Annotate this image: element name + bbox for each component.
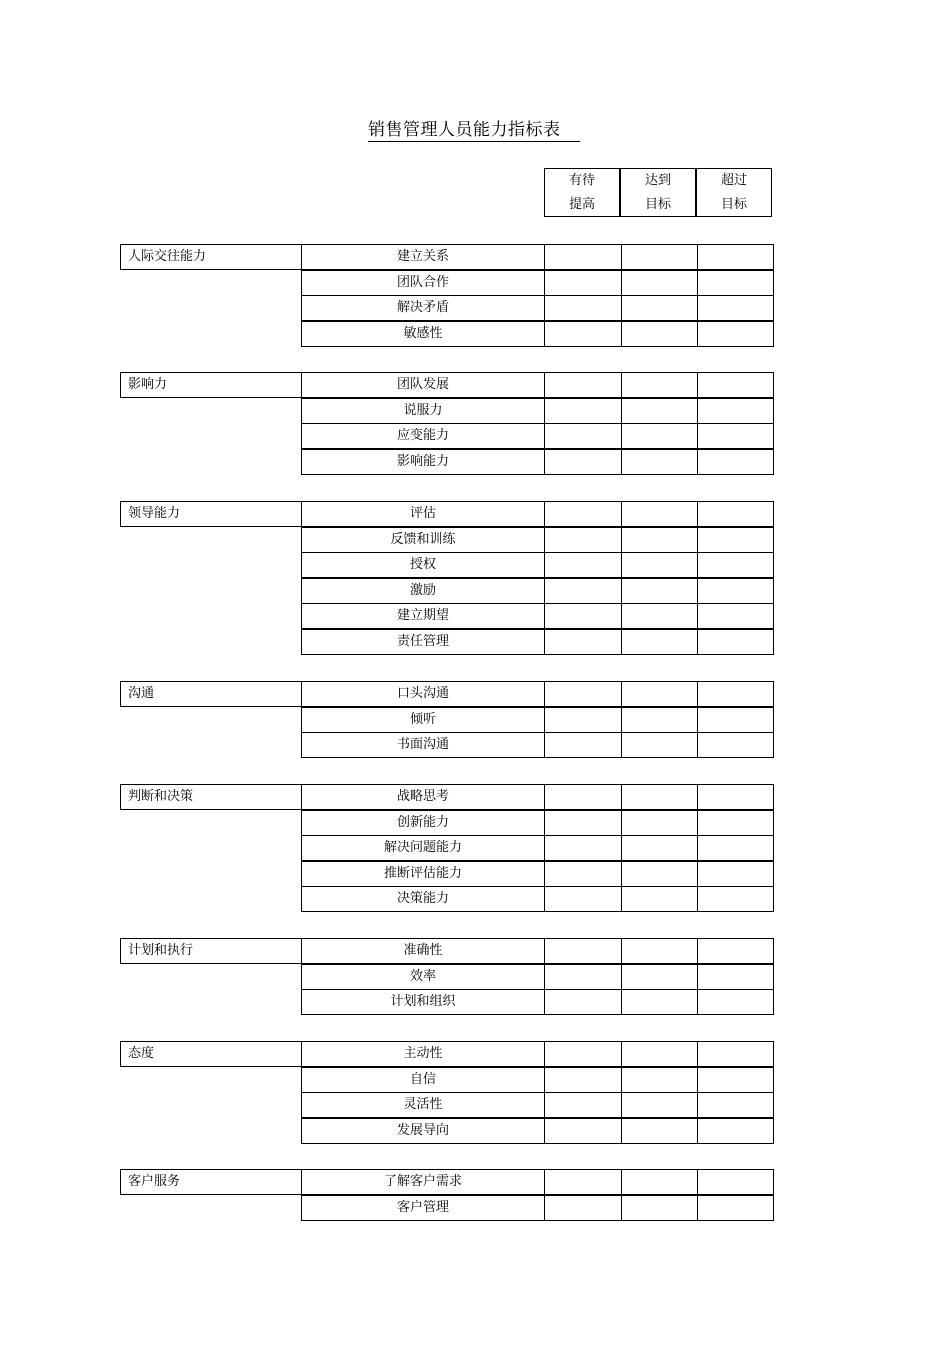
rating-cell-needs-improvement[interactable] — [544, 423, 622, 449]
competency-item: 书面沟通 — [301, 732, 545, 758]
category-label: 影响力 — [120, 372, 301, 398]
competency-item: 效率 — [301, 964, 545, 990]
rating-cell-meets-target[interactable] — [621, 938, 698, 964]
category-label: 领导能力 — [120, 501, 301, 527]
table-row — [301, 1067, 774, 1093]
rating-cell-exceeds-target[interactable] — [697, 629, 774, 655]
table-row — [301, 629, 774, 655]
table-row — [301, 603, 774, 629]
rating-cell-meets-target[interactable] — [621, 886, 698, 912]
table-row — [301, 1118, 774, 1144]
table-row — [301, 681, 774, 707]
competency-item: 解决矛盾 — [301, 295, 545, 321]
rating-cell-exceeds-target[interactable] — [697, 938, 774, 964]
rating-cell-exceeds-target[interactable] — [697, 270, 774, 296]
table-row — [301, 552, 774, 578]
rating-cell-meets-target[interactable] — [621, 1169, 698, 1195]
competency-item: 决策能力 — [301, 886, 545, 912]
rating-cell-meets-target[interactable] — [621, 681, 698, 707]
rating-cell-meets-target[interactable] — [621, 552, 698, 578]
competency-item: 说服力 — [301, 398, 545, 424]
rating-cell-exceeds-target[interactable] — [697, 552, 774, 578]
table-row — [301, 989, 774, 1015]
table-row — [301, 1195, 774, 1221]
table-row — [301, 398, 774, 424]
table-row — [301, 423, 774, 449]
table-row — [301, 1041, 774, 1067]
rating-cell-exceeds-target[interactable] — [697, 398, 774, 424]
rating-cell-exceeds-target[interactable] — [697, 578, 774, 604]
rating-cell-needs-improvement[interactable] — [544, 295, 622, 321]
rating-cell-exceeds-target[interactable] — [697, 295, 774, 321]
rating-cell-meets-target[interactable] — [621, 810, 698, 836]
rating-cell-needs-improvement[interactable] — [544, 964, 622, 990]
competency-item: 建立期望 — [301, 603, 545, 629]
rating-cell-needs-improvement[interactable] — [544, 1041, 622, 1067]
rating-cell-meets-target[interactable] — [621, 449, 698, 475]
table-row — [301, 938, 774, 964]
competency-item: 自信 — [301, 1067, 545, 1093]
rating-cell-exceeds-target[interactable] — [697, 372, 774, 398]
rating-cell-meets-target[interactable] — [621, 295, 698, 321]
category-label: 沟通 — [120, 681, 301, 707]
competency-item: 建立关系 — [301, 244, 545, 270]
rating-cell-meets-target[interactable] — [621, 1118, 698, 1144]
rating-cell-exceeds-target[interactable] — [697, 835, 774, 861]
rating-cell-meets-target[interactable] — [621, 1092, 698, 1118]
rating-cell-exceeds-target[interactable] — [697, 989, 774, 1015]
competency-item: 团队发展 — [301, 372, 545, 398]
rating-cell-needs-improvement[interactable] — [544, 1195, 622, 1221]
table-row — [301, 964, 774, 990]
competency-item: 影响能力 — [301, 449, 545, 475]
rating-cell-meets-target[interactable] — [621, 423, 698, 449]
rating-cell-meets-target[interactable] — [621, 964, 698, 990]
category-label: 人际交往能力 — [120, 244, 301, 270]
rating-cell-exceeds-target[interactable] — [697, 423, 774, 449]
rating-cell-needs-improvement[interactable] — [544, 449, 622, 475]
rating-cell-exceeds-target[interactable] — [697, 886, 774, 912]
rating-cell-needs-improvement[interactable] — [544, 681, 622, 707]
rating-cell-meets-target[interactable] — [621, 707, 698, 733]
rating-cell-needs-improvement[interactable] — [544, 398, 622, 424]
rating-cell-needs-improvement[interactable] — [544, 810, 622, 836]
rating-cell-needs-improvement[interactable] — [544, 321, 622, 347]
competency-item: 责任管理 — [301, 629, 545, 655]
rating-cell-exceeds-target[interactable] — [697, 1092, 774, 1118]
rating-header-needs-improvement: 有待 提高 — [544, 168, 620, 217]
table-row — [301, 835, 774, 861]
rating-cell-exceeds-target[interactable] — [697, 1041, 774, 1067]
rating-cell-needs-improvement[interactable] — [544, 501, 622, 527]
rating-cell-exceeds-target[interactable] — [697, 732, 774, 758]
rating-header-meets-target: 达到 目标 — [620, 168, 696, 217]
table-row — [301, 1092, 774, 1118]
rating-cell-needs-improvement[interactable] — [544, 372, 622, 398]
competency-item: 创新能力 — [301, 810, 545, 836]
rating-cell-needs-improvement[interactable] — [544, 552, 622, 578]
table-row — [301, 244, 774, 270]
table-row — [301, 270, 774, 296]
competency-item: 团队合作 — [301, 270, 545, 296]
rating-cell-needs-improvement[interactable] — [544, 603, 622, 629]
table-row — [301, 707, 774, 733]
category-label: 客户服务 — [120, 1169, 301, 1195]
competency-item: 了解客户需求 — [301, 1169, 545, 1195]
table-row — [301, 810, 774, 836]
category-label: 判断和决策 — [120, 784, 301, 810]
rating-cell-exceeds-target[interactable] — [697, 861, 774, 887]
table-row — [301, 1169, 774, 1195]
rating-cell-meets-target[interactable] — [621, 629, 698, 655]
table-row — [301, 784, 774, 810]
rating-cell-exceeds-target[interactable] — [697, 321, 774, 347]
rating-cell-exceeds-target[interactable] — [697, 681, 774, 707]
rating-cell-exceeds-target[interactable] — [697, 527, 774, 553]
rating-cell-exceeds-target[interactable] — [697, 603, 774, 629]
rating-cell-exceeds-target[interactable] — [697, 501, 774, 527]
rating-cell-needs-improvement[interactable] — [544, 886, 622, 912]
table-row — [301, 295, 774, 321]
rating-cell-exceeds-target[interactable] — [697, 1118, 774, 1144]
rating-cell-meets-target[interactable] — [621, 603, 698, 629]
category-label: 态度 — [120, 1041, 301, 1067]
competency-item: 口头沟通 — [301, 681, 545, 707]
rating-cell-needs-improvement[interactable] — [544, 629, 622, 655]
rating-cell-meets-target[interactable] — [621, 1041, 698, 1067]
rating-cell-needs-improvement[interactable] — [544, 1092, 622, 1118]
table-row — [301, 861, 774, 887]
competency-item: 计划和组织 — [301, 989, 545, 1015]
rating-cell-exceeds-target[interactable] — [697, 449, 774, 475]
rating-cell-exceeds-target[interactable] — [697, 1169, 774, 1195]
table-row — [301, 372, 774, 398]
table-row — [301, 449, 774, 475]
rating-cell-meets-target[interactable] — [621, 398, 698, 424]
rating-cell-meets-target[interactable] — [621, 861, 698, 887]
competency-item: 敏感性 — [301, 321, 545, 347]
rating-cell-meets-target[interactable] — [621, 244, 698, 270]
competency-item: 发展导向 — [301, 1118, 545, 1144]
table-row — [301, 321, 774, 347]
rating-cell-exceeds-target[interactable] — [697, 1067, 774, 1093]
rating-header-exceeds-target: 超过 目标 — [696, 168, 772, 217]
rating-cell-meets-target[interactable] — [621, 835, 698, 861]
rating-cell-needs-improvement[interactable] — [544, 835, 622, 861]
rating-cell-meets-target[interactable] — [621, 372, 698, 398]
rating-cell-meets-target[interactable] — [621, 1195, 698, 1221]
rating-cell-meets-target[interactable] — [621, 1067, 698, 1093]
rating-cell-needs-improvement[interactable] — [544, 989, 622, 1015]
table-row — [301, 732, 774, 758]
competency-item: 战略思考 — [301, 784, 545, 810]
competency-item: 授权 — [301, 552, 545, 578]
rating-cell-needs-improvement[interactable] — [544, 1169, 622, 1195]
competency-item: 应变能力 — [301, 423, 545, 449]
competency-item: 准确性 — [301, 938, 545, 964]
rating-cell-needs-improvement[interactable] — [544, 732, 622, 758]
table-row — [301, 578, 774, 604]
page-title: 销售管理人员能力指标表 — [368, 119, 580, 142]
competency-item: 倾听 — [301, 707, 545, 733]
rating-cell-needs-improvement[interactable] — [544, 784, 622, 810]
table-row — [301, 886, 774, 912]
rating-cell-needs-improvement[interactable] — [544, 270, 622, 296]
rating-cell-meets-target[interactable] — [621, 989, 698, 1015]
rating-cell-meets-target[interactable] — [621, 501, 698, 527]
rating-cell-needs-improvement[interactable] — [544, 578, 622, 604]
competency-item: 反馈和训练 — [301, 527, 545, 553]
rating-cell-exceeds-target[interactable] — [697, 244, 774, 270]
rating-cell-exceeds-target[interactable] — [697, 784, 774, 810]
competency-item: 灵活性 — [301, 1092, 545, 1118]
rating-cell-meets-target[interactable] — [621, 527, 698, 553]
category-label: 计划和执行 — [120, 938, 301, 964]
rating-cell-exceeds-target[interactable] — [697, 810, 774, 836]
rating-cell-meets-target[interactable] — [621, 270, 698, 296]
competency-item: 主动性 — [301, 1041, 545, 1067]
rating-cell-exceeds-target[interactable] — [697, 1195, 774, 1221]
rating-cell-meets-target[interactable] — [621, 784, 698, 810]
competency-item: 解决问题能力 — [301, 835, 545, 861]
rating-cell-exceeds-target[interactable] — [697, 964, 774, 990]
competency-item: 评估 — [301, 501, 545, 527]
rating-cell-needs-improvement[interactable] — [544, 1118, 622, 1144]
competency-item: 推断评估能力 — [301, 861, 545, 887]
table-row — [301, 501, 774, 527]
rating-cell-meets-target[interactable] — [621, 732, 698, 758]
competency-item: 激励 — [301, 578, 545, 604]
rating-cell-needs-improvement[interactable] — [544, 707, 622, 733]
rating-cell-needs-improvement[interactable] — [544, 244, 622, 270]
rating-cell-exceeds-target[interactable] — [697, 707, 774, 733]
rating-cell-needs-improvement[interactable] — [544, 861, 622, 887]
competency-item: 客户管理 — [301, 1195, 545, 1221]
rating-cell-meets-target[interactable] — [621, 321, 698, 347]
rating-cell-meets-target[interactable] — [621, 578, 698, 604]
table-row — [301, 527, 774, 553]
rating-cell-needs-improvement[interactable] — [544, 938, 622, 964]
rating-cell-needs-improvement[interactable] — [544, 527, 622, 553]
rating-cell-needs-improvement[interactable] — [544, 1067, 622, 1093]
